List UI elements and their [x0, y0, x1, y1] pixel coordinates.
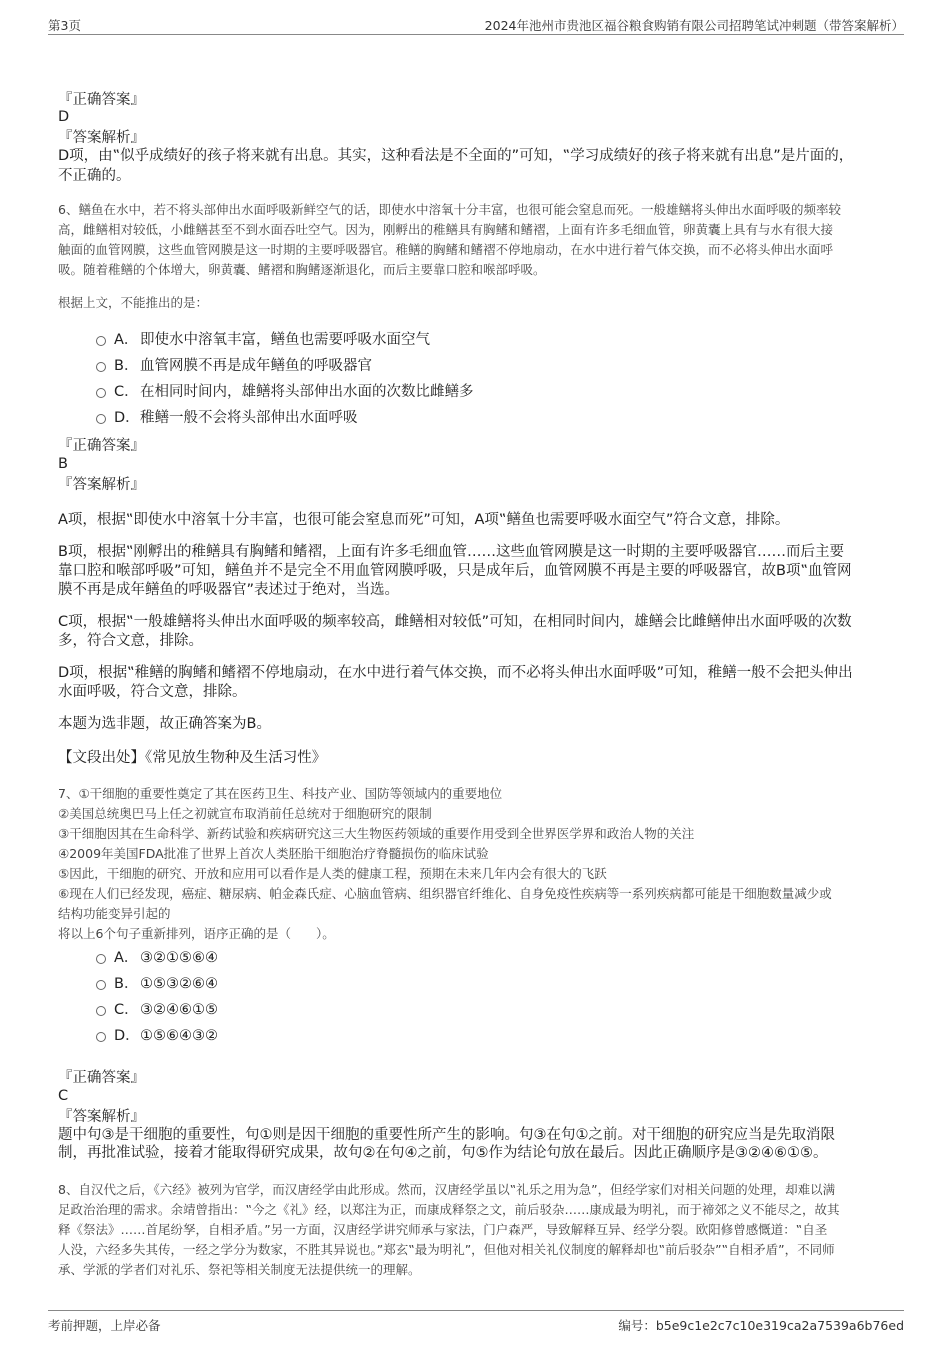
analysis-text: D项，由‟似乎成绩好的孩子将来就有出息。其实，这种看法是不全面的”可知，‟学习成绩好的孩子将来就有出息”是片面的， — [58, 148, 854, 164]
radio-icon[interactable] — [96, 980, 106, 990]
document-title: 2024年池州市贵池区福谷粮食购销有限公司招聘笔试冲刺题（带答案解析） — [484, 18, 904, 33]
question-sentence: ②美国总统奥巴马上任之初就宣布取消前任总统对于细胞研究的限制 — [58, 806, 432, 821]
option-d[interactable]: D．①⑤⑥④③② — [96, 1026, 218, 1046]
option-b[interactable]: B． ①⑤③②⑥④ — [96, 974, 218, 994]
analysis-text: 不正确的。 — [58, 168, 131, 184]
analysis-conclusion: 本题为选非题，故正确答案为B。 — [58, 716, 271, 732]
question-passage: 6、鳝鱼在水中，若不将头部伸出水面呼吸新鲜空气的话，即使水中溶氧十分丰富，也很可能会窒息而死。一般雄鳝将头伸出水面呼吸的频率较 — [58, 202, 841, 217]
option-d[interactable]: D．稚鳝一般不会将头部伸出水面呼吸 — [96, 408, 358, 428]
question-passage: 承、学派的学者们对礼乐、祭祀等相关制度无法提供统一的理解。 — [58, 1262, 421, 1277]
answer-value: B — [58, 456, 68, 472]
answer-label: 『正确答案』 — [58, 1070, 145, 1086]
analysis-text: B项，根据‟刚孵出的稚鳝具有胸鳍和鳍褶，上面有许多毛细血管……这些血管网膜是这一时期的主要呼吸器官……而后主要 — [58, 544, 844, 560]
analysis-text: 膜不再是成年鳝鱼的呼吸器官”表述过于绝对，当选。 — [58, 582, 400, 598]
radio-icon[interactable] — [96, 362, 106, 372]
analysis-text: A项，根据‟即使水中溶氧十分丰富，也很可能会窒息而死”可知，A项‟鳝鱼也需要呼吸水面空气”符合文意，排除。 — [58, 512, 790, 528]
question-passage: 高，雌鳝相对较低，小雌鳝甚至不到水面吞吐空气。因为，刚孵出的稚鳝具有胸鳍和鳍褶，上面有许多毛细血管，卵黄囊上具有与水有很大接 — [58, 222, 834, 237]
analysis-text: D项，根据‟稚鳝的胸鳍和鳍褶不停地扇动，在水中进行着气体交换，而不必将头伸出水面呼吸”可知，稚鳝一般不会把头伸出 — [58, 665, 853, 681]
radio-icon[interactable] — [96, 954, 106, 964]
question-passage: 足政治治理的需求。余靖曾指出：‟今之《礼》经，以郑注为正，而康成释祭之文，前后驳杂……康成最为明礼，而于禘郊之义不能尽之，故其 — [58, 1202, 840, 1217]
question-prompt: 根据上文，不能推出的是： — [58, 295, 209, 310]
passage-source: 【文段出处】《常见放生物种及生活习性》 — [58, 750, 327, 766]
question-sentence: ⑥现在人们已经发现，癌症、糖尿病、帕金森氏症、心脑血管病、组织器官纤维化、自身免疫性疾病等一系列疾病都可能是干细胞数量减少或 — [58, 886, 832, 901]
footer-slogan: 考前押题，上岸必备 — [48, 1318, 161, 1333]
option-b[interactable]: B． 血管网膜不再是成年鳝鱼的呼吸器官 — [96, 356, 372, 376]
analysis-text: 水面呼吸，符合文意，排除。 — [58, 684, 247, 700]
question-sentence: 结构功能变异引起的 — [58, 906, 171, 921]
page-number: 第3页 — [48, 18, 81, 33]
answer-value: C — [58, 1088, 69, 1104]
document-id: 编号：b5e9c1e2c7c10e319ca2a7539a6b76ed — [618, 1318, 904, 1333]
analysis-label: 『答案解析』 — [58, 130, 145, 146]
radio-icon[interactable] — [96, 336, 106, 346]
analysis-text: 靠口腔和喉部呼吸”可知，鳝鱼并不是完全不用血管网膜呼吸，只是成年后，血管网膜不再是主要的呼吸器官，故B项‟血管网 — [58, 563, 852, 579]
option-c[interactable]: C．③②④⑥①⑤ — [96, 1000, 218, 1020]
option-a[interactable]: A． ③②①⑤⑥④ — [96, 948, 218, 968]
question-passage: 8、自汉代之后，《六经》被列为官学，而汉唐经学由此形成。然而，汉唐经学虽以‟礼乐之用为急”，但经学家们对相关问题的处理，却难以满 — [58, 1182, 836, 1197]
analysis-text: 题中句③是干细胞的重要性，句①则是因干细胞的重要性所产生的影响。句③在句①之前。对干细胞的研究应当是先取消限 — [58, 1127, 835, 1143]
answer-label: 『正确答案』 — [58, 438, 145, 454]
page-footer — [48, 1310, 904, 1335]
question-passage: 释《祭法》……首尾纷孥，自相矛盾。”另一方面，汉唐经学讲究师承与家法，门户森严，导致解释互异、经学分裂。欧阳修曾感慨道：‟自圣 — [58, 1222, 828, 1237]
question-sentence: ③干细胞因其在生命科学、新药试验和疾病研究这三大生物医药领域的重要作用受到全世界医学界和政治人物的关注 — [58, 826, 695, 841]
radio-icon[interactable] — [96, 414, 106, 424]
question-passage: 吸。随着稚鳝的个体增大，卵黄囊、鳍褶和胸鳍逐渐退化，而后主要靠口腔和喉部呼吸。 — [58, 262, 546, 277]
radio-icon[interactable] — [96, 1006, 106, 1016]
question-prompt: 将以上6个句子重新排列，语序正确的是（ ）。 — [58, 926, 335, 941]
analysis-text: C项，根据‟一般雄鳝将头伸出水面呼吸的频率较高，雌鳝相对较低”可知，在相同时间内，雄鳝会比雌鳝伸出水面呼吸的次数 — [58, 614, 852, 630]
question-sentence: ④2009年美国FDA批准了世界上首次人类胚胎干细胞治疗脊髓损伤的临床试验 — [58, 846, 489, 861]
radio-icon[interactable] — [96, 1032, 106, 1042]
analysis-text: 多，符合文意，排除。 — [58, 633, 203, 649]
answer-label: 『正确答案』 — [58, 92, 145, 108]
analysis-text: 制，再批准试验，接着才能取得研究成果，故句②在句④之前，句⑤作为结论句放在最后。因此正确顺序是③②④⑥①⑤。 — [58, 1145, 828, 1161]
analysis-label: 『答案解析』 — [58, 1109, 145, 1125]
question-passage: 触面的血管网膜，这些血管网膜是这一时期的主要呼吸器官。稚鳝的胸鳍和鳍褶不停地扇动，在水中进行着气体交换，而不必将头伸出水面呼 — [58, 242, 834, 257]
option-c[interactable]: C．在相同时间内，雄鳝将头部伸出水面的次数比雌鳝多 — [96, 382, 474, 402]
question-sentence: 7、①干细胞的重要性奠定了其在医药卫生、科技产业、国防等领域内的重要地位 — [58, 786, 503, 801]
question-sentence: ⑤因此，干细胞的研究、开放和应用可以看作是人类的健康工程，预期在未来几年内会有很大的飞跃 — [58, 866, 607, 881]
question-passage: 人没，六经多失其传，一经之学分为数家，不胜其异说也。”郑玄‟最为明礼”，但他对相关礼仪制度的解释却也‟前后驳杂”‟自相矛盾”，不同师 — [58, 1242, 835, 1257]
analysis-label: 『答案解析』 — [58, 477, 145, 493]
page-header — [48, 14, 904, 35]
option-a[interactable]: A． 即使水中溶氧丰富，鳝鱼也需要呼吸水面空气 — [96, 330, 430, 350]
radio-icon[interactable] — [96, 388, 106, 398]
answer-value: D — [58, 109, 70, 125]
